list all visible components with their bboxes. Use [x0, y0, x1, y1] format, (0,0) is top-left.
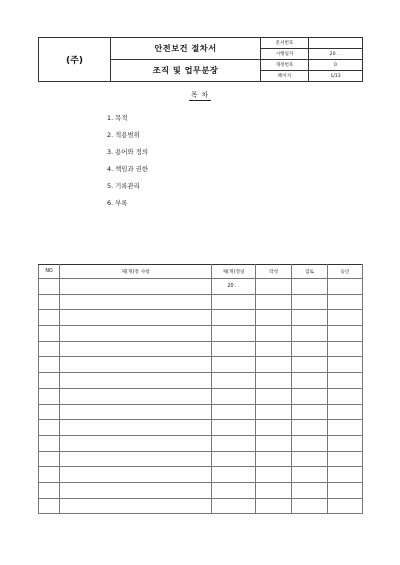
meta-label: 시행일자	[261, 49, 309, 60]
column-header-date: 제(개)정일	[212, 265, 256, 279]
table-cell	[292, 482, 328, 498]
column-header-reviewer: 검토	[292, 265, 328, 279]
column-header-changes: 제(개)정 사항	[60, 265, 212, 279]
table-cell	[256, 498, 292, 514]
table-row	[39, 326, 363, 342]
table-row	[39, 310, 363, 326]
table-cell	[328, 310, 363, 326]
table-cell	[212, 326, 256, 342]
table-cell	[60, 294, 212, 310]
column-header-no: NO	[39, 265, 60, 279]
table-cell	[292, 498, 328, 514]
toc-title: 목 차	[191, 91, 209, 99]
table-cell	[256, 294, 292, 310]
table-row	[39, 279, 363, 295]
document-header	[38, 37, 363, 82]
table-cell	[60, 498, 212, 514]
table-row	[39, 357, 363, 373]
table-cell	[256, 373, 292, 389]
table-cell	[256, 467, 292, 483]
column-header-author: 작성	[256, 265, 292, 279]
table-cell	[292, 341, 328, 357]
table-cell	[212, 310, 256, 326]
table-cell	[212, 482, 256, 498]
table-cell	[292, 310, 328, 326]
table-cell	[212, 420, 256, 436]
table-cell	[39, 373, 60, 389]
table-cell	[256, 404, 292, 420]
table-cell	[60, 435, 212, 451]
company-name: (주)	[39, 38, 111, 82]
table-cell	[328, 467, 363, 483]
table-cell	[212, 404, 256, 420]
table-cell	[60, 482, 212, 498]
table-cell	[212, 467, 256, 483]
table-cell	[256, 326, 292, 342]
table-cell	[39, 310, 60, 326]
table-cell	[292, 373, 328, 389]
table-cell	[212, 451, 256, 467]
table-row	[39, 341, 363, 357]
table-cell	[212, 435, 256, 451]
table-cell	[39, 326, 60, 342]
table-cell	[292, 388, 328, 404]
meta-value	[309, 38, 363, 49]
meta-value: 20 . .	[309, 49, 363, 60]
table-cell	[256, 388, 292, 404]
table-cell	[328, 404, 363, 420]
document-subtitle: 조직 및 업무분장	[111, 60, 261, 82]
revision-rows	[39, 279, 363, 514]
toc-item: 4. 책임과 권한	[107, 165, 149, 173]
table-cell	[39, 498, 60, 514]
table-row	[39, 420, 363, 436]
table-cell	[256, 420, 292, 436]
table-cell	[256, 310, 292, 326]
table-cell	[39, 435, 60, 451]
column-header-approver: 승인	[328, 265, 363, 279]
table-cell	[328, 388, 363, 404]
table-cell	[328, 482, 363, 498]
table-cell	[292, 467, 328, 483]
meta-label: 페이지	[261, 71, 309, 82]
table-row	[39, 482, 363, 498]
table-cell	[39, 451, 60, 467]
toc-item: 6. 부록	[107, 199, 128, 207]
table-cell	[39, 467, 60, 483]
table-cell	[60, 341, 212, 357]
table-cell	[328, 420, 363, 436]
table-row	[39, 294, 363, 310]
table-cell	[256, 435, 292, 451]
table-row	[39, 451, 363, 467]
toc-list	[107, 114, 148, 216]
table-cell	[328, 357, 363, 373]
table-cell	[328, 498, 363, 514]
meta-label: 문서번호	[261, 38, 309, 49]
table-cell	[39, 420, 60, 436]
table-cell	[256, 357, 292, 373]
table-cell	[328, 326, 363, 342]
table-row	[39, 435, 363, 451]
table-cell	[60, 467, 212, 483]
toc-item: 2. 적용범위	[107, 131, 140, 139]
table-cell: 20 . .	[212, 279, 256, 295]
table-cell	[60, 404, 212, 420]
table-cell	[292, 279, 328, 295]
document-title: 안전보건 절차서	[111, 38, 261, 60]
table-cell	[328, 451, 363, 467]
table-row	[39, 467, 363, 483]
table-cell	[292, 420, 328, 436]
table-cell	[256, 341, 292, 357]
table-cell	[39, 279, 60, 295]
table-cell	[212, 294, 256, 310]
table-cell	[39, 341, 60, 357]
table-cell	[39, 482, 60, 498]
table-cell	[212, 357, 256, 373]
table-cell	[212, 341, 256, 357]
table-cell	[292, 357, 328, 373]
table-cell	[60, 310, 212, 326]
table-cell	[256, 279, 292, 295]
table-row	[39, 373, 363, 389]
table-cell	[328, 435, 363, 451]
table-cell	[256, 451, 292, 467]
toc-item: 3. 용어와 정의	[107, 148, 149, 156]
table-cell	[328, 341, 363, 357]
table-row	[39, 498, 363, 514]
table-cell	[292, 326, 328, 342]
table-cell	[212, 498, 256, 514]
table-cell	[292, 294, 328, 310]
table-cell	[60, 326, 212, 342]
table-cell	[60, 388, 212, 404]
table-cell	[60, 357, 212, 373]
table-cell	[60, 451, 212, 467]
table-cell	[60, 420, 212, 436]
toc-heading	[0, 89, 400, 99]
table-cell	[292, 404, 328, 420]
table-cell	[39, 357, 60, 373]
toc-item: 1. 목적	[107, 114, 128, 122]
table-cell	[60, 373, 212, 389]
table-cell	[292, 451, 328, 467]
table-cell	[212, 373, 256, 389]
table-cell	[39, 388, 60, 404]
table-cell	[328, 373, 363, 389]
meta-value: 1/13	[309, 71, 363, 82]
table-cell	[256, 482, 292, 498]
meta-label: 개정번호	[261, 60, 309, 71]
table-cell	[60, 279, 212, 295]
table-cell	[39, 404, 60, 420]
table-row	[39, 388, 363, 404]
table-cell	[328, 294, 363, 310]
table-row	[39, 404, 363, 420]
revision-history-table	[38, 264, 363, 514]
meta-value: 0	[309, 60, 363, 71]
table-cell	[328, 279, 363, 295]
table-cell	[292, 435, 328, 451]
toc-item: 5. 기록관리	[107, 182, 140, 190]
table-cell	[212, 388, 256, 404]
table-cell	[39, 294, 60, 310]
